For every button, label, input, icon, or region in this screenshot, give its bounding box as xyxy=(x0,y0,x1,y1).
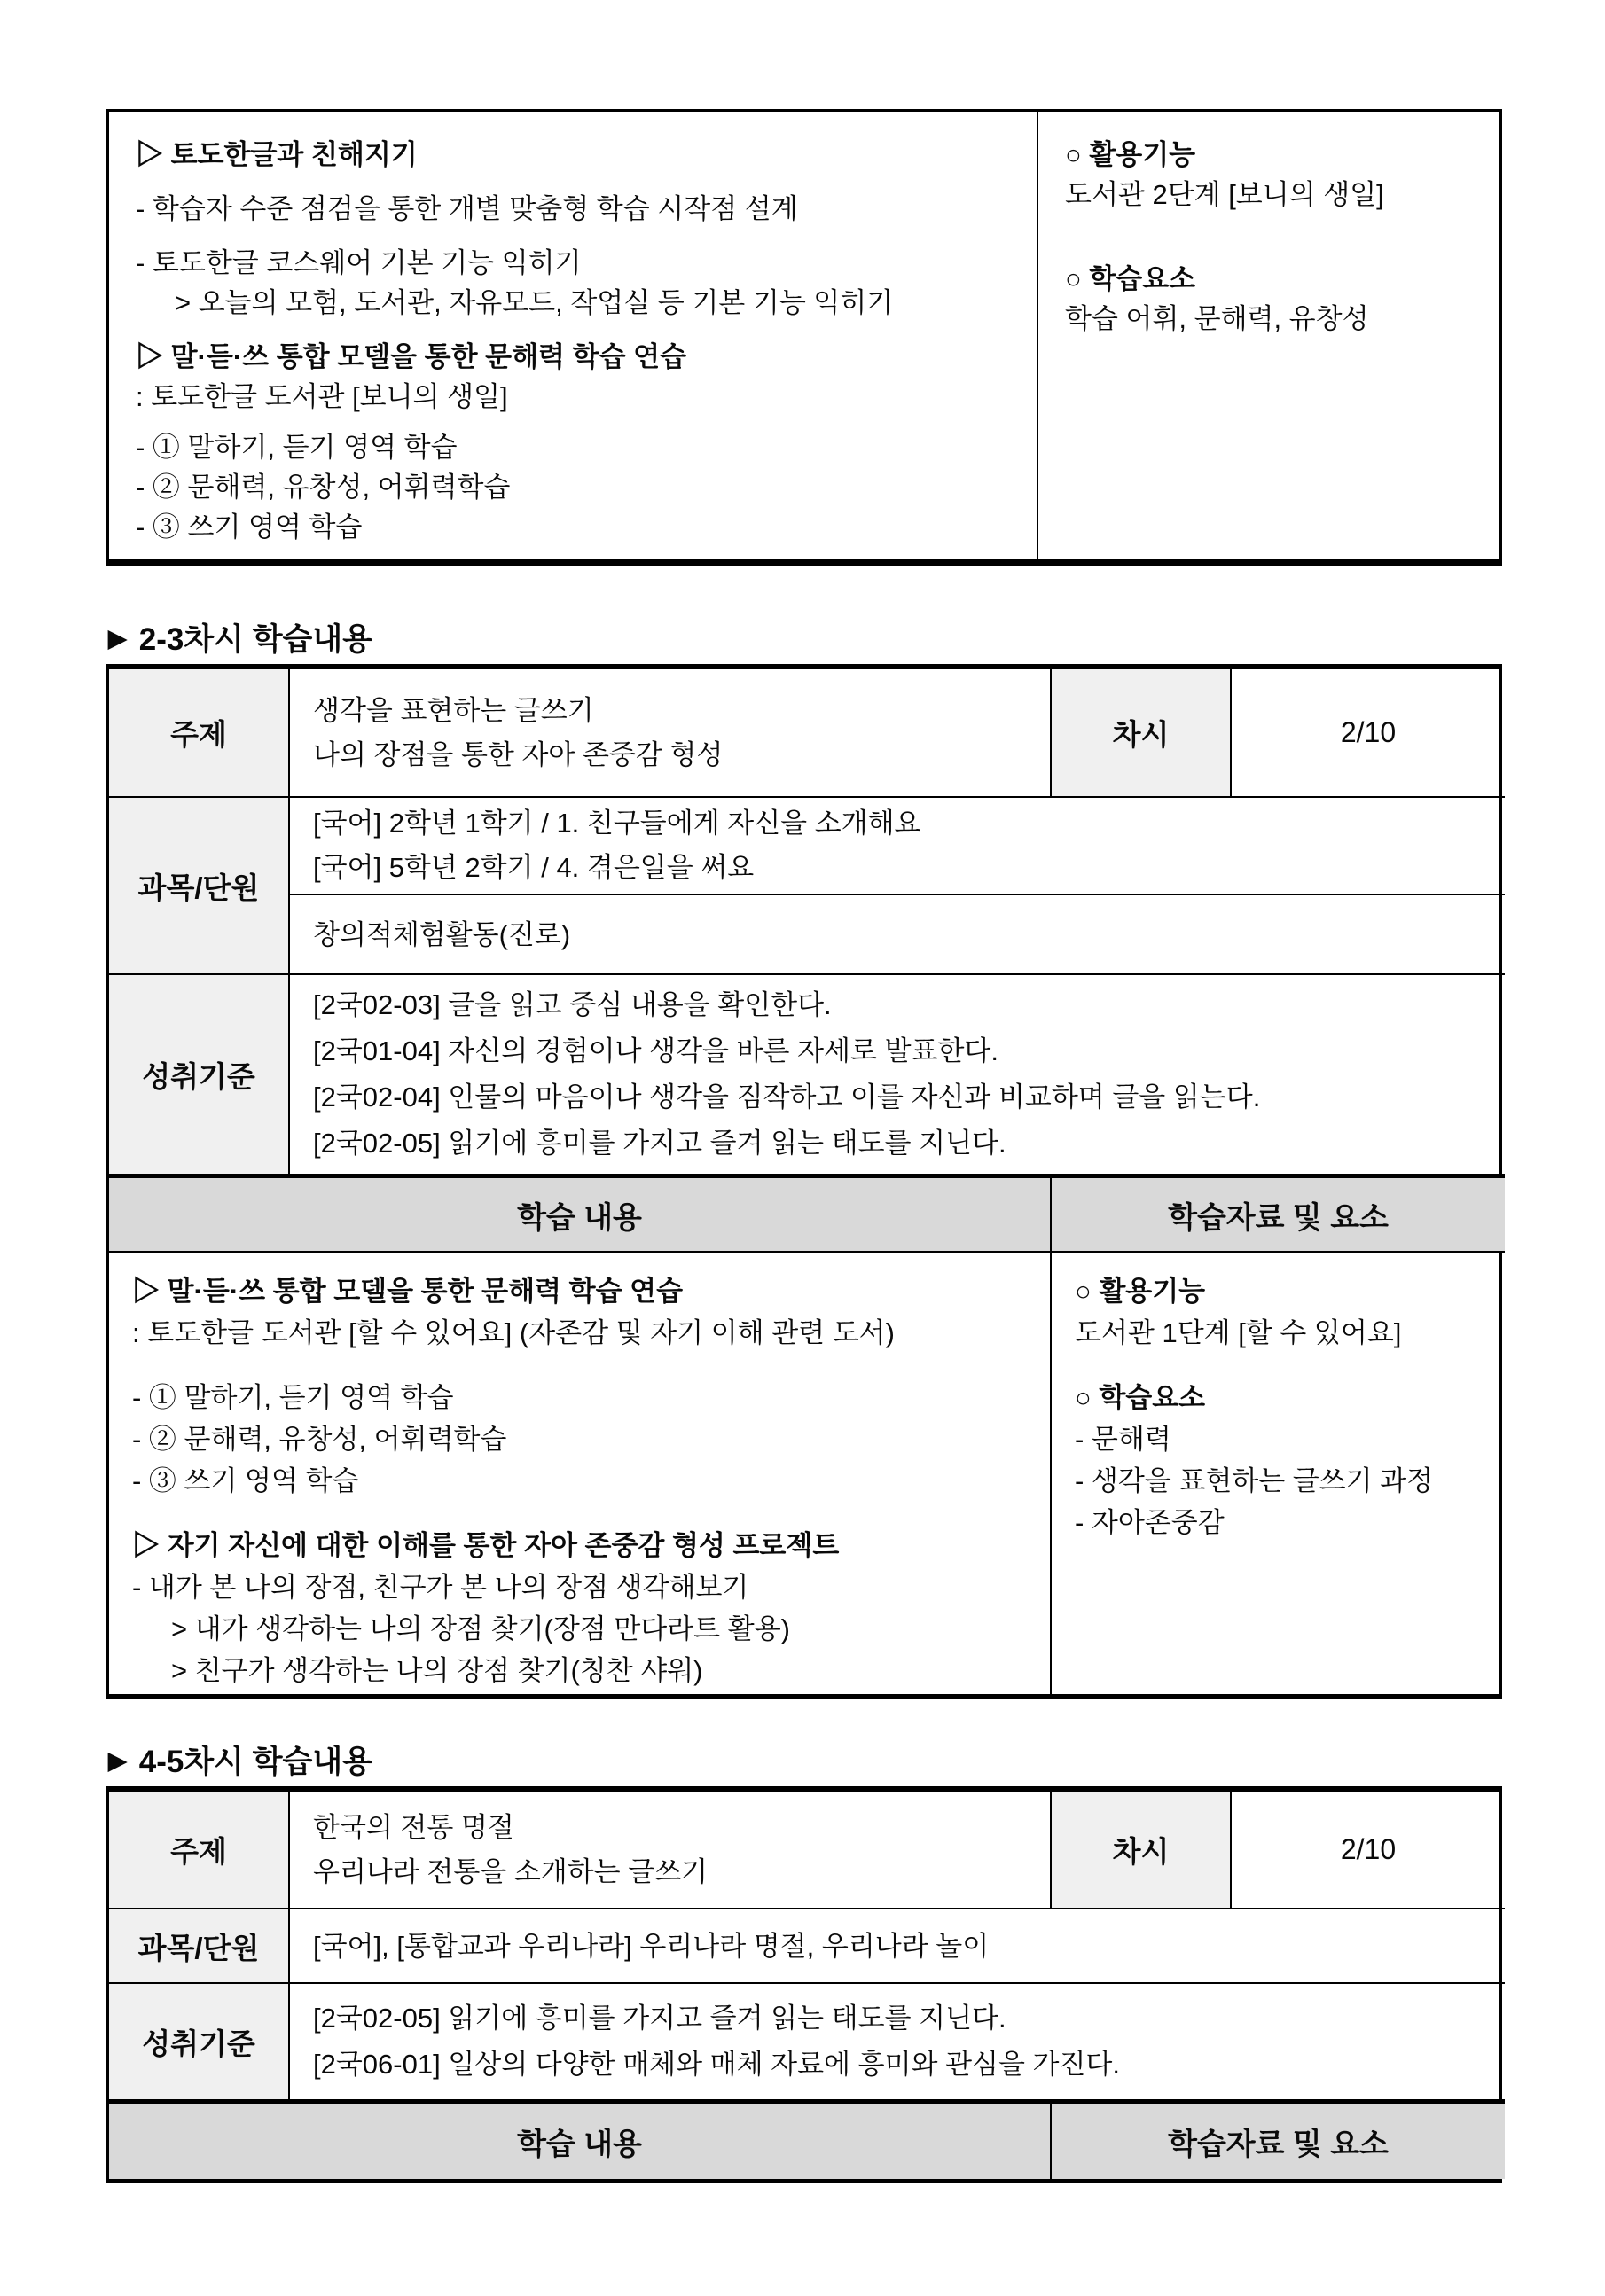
text-line: [국어] 5학년 2학기 / 4. 겪은일을 써요 xyxy=(313,852,755,883)
text-line: > 오늘의 모험, 도서관, 자유모드, 작업실 등 기본 기능 익히기 xyxy=(175,287,894,318)
text-line: - 학습자 수준 점검을 통한 개별 맞춤형 학습 시작점 설계 xyxy=(136,193,798,224)
text-line: [2국02-03] 글을 읽고 중심 내용을 확인한다. xyxy=(313,989,832,1020)
text-line: 나의 장점을 통한 자아 존중감 형성 xyxy=(313,738,724,770)
subject-value-cell-1 xyxy=(290,798,1505,895)
text-line: [2국02-04] 인물의 마음이나 생각을 짐작하고 이를 자신과 비교하며 글을 읽는다. xyxy=(313,1082,1261,1113)
text-line: - 문해력 xyxy=(1075,1424,1171,1455)
topic-value-cell xyxy=(290,669,1052,798)
text-line: - ③ 쓰기 영역 학습 xyxy=(136,512,363,543)
session-value-cell: 2/10 xyxy=(1232,1792,1505,1909)
session-value-cell: 2/10 xyxy=(1232,669,1505,798)
text-line: [2국01-04] 자신의 경험이나 생각을 바른 자세로 발표한다. xyxy=(313,1035,998,1066)
materials-cell xyxy=(1052,1253,1505,1694)
text-line: ▷ 말·듣·쓰 통합 모델을 통한 문해력 학습 연습 xyxy=(136,341,687,372)
text-line: - ① 말하기, 듣기 영역 학습 xyxy=(136,432,458,463)
text-line: - 생각을 표현하는 글쓰기 과정 xyxy=(1075,1465,1434,1496)
intro-materials-cell xyxy=(1038,112,1499,561)
subject-value-cell-2 xyxy=(290,895,1505,975)
section-heading-label: 4-5차시 학습내용 xyxy=(138,1745,372,1779)
text-line: - 토도한글 코스웨어 기본 기능 익히기 xyxy=(136,247,582,278)
intro-table xyxy=(106,109,1502,566)
session-2-3-table xyxy=(106,664,1502,1699)
topic-value-cell xyxy=(290,1792,1052,1909)
text-line: ○ 활용기능 xyxy=(1075,1276,1206,1307)
subject-value-cell xyxy=(290,1909,1505,1984)
text-line: [2국02-05] 읽기에 흥미를 가지고 즐겨 읽는 태도를 지닌다. xyxy=(313,1128,1006,1159)
text-line: 우리나라 전통을 소개하는 글쓰기 xyxy=(313,1855,709,1887)
content-header-cell: 학습 내용 xyxy=(109,2101,1052,2179)
session-label-cell: 차시 xyxy=(1052,669,1232,798)
text-line: - ② 문해력, 유창성, 어휘력학습 xyxy=(136,472,511,503)
text-line: : 토도한글 도서관 [보니의 생일] xyxy=(136,381,508,412)
text-line: - 내가 본 나의 장점, 친구가 본 나의 장점 생각해보기 xyxy=(132,1572,749,1603)
text-line: [2국06-01] 일상의 다양한 매체와 매체 자료에 흥미와 관심을 가진다. xyxy=(313,2049,1120,2080)
achievement-value-cell xyxy=(290,1984,1505,2101)
text-line: [2국02-05] 읽기에 흥미를 가지고 즐겨 읽는 태도를 지닌다. xyxy=(313,2003,1006,2034)
achievement-label-cell: 성취기준 xyxy=(109,1984,290,2101)
text-line: - ③ 쓰기 영역 학습 xyxy=(132,1465,359,1496)
text-line: ▷ 말·듣·쓰 통합 모델을 통한 문해력 학습 연습 xyxy=(132,1276,684,1307)
subject-label-cell: 과목/단원 xyxy=(109,798,290,975)
text-line: 학습 어휘, 문해력, 유창성 xyxy=(1065,303,1369,334)
text-line: : 토도한글 도서관 [할 수 있어요] (자존감 및 자기 이해 관련 도서) xyxy=(132,1317,895,1348)
topic-label-cell: 주제 xyxy=(109,1792,290,1909)
session-4-5-table xyxy=(106,1786,1502,2183)
content-cell xyxy=(109,1253,1052,1694)
text-line: [국어] 2학년 1학기 / 1. 친구들에게 자신을 소개해요 xyxy=(313,808,921,839)
text-line: - 자아존중감 xyxy=(1075,1507,1225,1538)
text-line: ○ 학습요소 xyxy=(1075,1382,1206,1413)
text-line: > 친구가 생각하는 나의 장점 찾기(칭찬 샤워) xyxy=(171,1655,703,1686)
text-line: 도서관 2단계 [보니의 생일] xyxy=(1065,179,1384,210)
text-line: ○ 학습요소 xyxy=(1065,263,1196,294)
text-line: 창의적체험활동(진로) xyxy=(313,918,571,950)
text-line: > 내가 생각하는 나의 장점 찾기(장점 만다라트 활용) xyxy=(171,1613,790,1644)
achievement-value-cell xyxy=(290,975,1505,1175)
text-line: 도서관 1단계 [할 수 있어요] xyxy=(1075,1317,1402,1348)
subject-label-cell: 과목/단원 xyxy=(109,1909,290,1984)
topic-label-cell: 주제 xyxy=(109,669,290,798)
intro-content-cell xyxy=(109,112,1038,561)
section-heading-2-3 xyxy=(108,615,372,660)
filled-triangle-icon: ▶ xyxy=(108,624,127,652)
text-line: - ① 말하기, 듣기 영역 학습 xyxy=(132,1382,454,1413)
text-line: ○ 활용기능 xyxy=(1065,139,1196,170)
text-line: ▷ 자기 자신에 대한 이해를 통한 자아 존중감 형성 프로젝트 xyxy=(132,1530,840,1561)
text-line: [국어], [통합교과 우리나라] 우리나라 명절, 우리나라 놀이 xyxy=(313,1930,990,1962)
materials-header-cell: 학습자료 및 요소 xyxy=(1052,1175,1505,1253)
materials-header-cell: 학습자료 및 요소 xyxy=(1052,2101,1505,2179)
filled-triangle-icon: ▶ xyxy=(108,1746,127,1774)
text-line: 생각을 표현하는 글쓰기 xyxy=(313,694,594,726)
text-line: 한국의 전통 명절 xyxy=(313,1811,514,1843)
content-header-cell: 학습 내용 xyxy=(109,1175,1052,1253)
text-line: ▷ 토도한글과 친해지기 xyxy=(136,139,418,170)
text-line: - ② 문해력, 유창성, 어휘력학습 xyxy=(132,1424,507,1455)
section-heading-label: 2-3차시 학습내용 xyxy=(138,622,372,657)
section-heading-4-5 xyxy=(108,1738,372,1782)
session-label-cell: 차시 xyxy=(1052,1792,1232,1909)
achievement-label-cell: 성취기준 xyxy=(109,975,290,1175)
